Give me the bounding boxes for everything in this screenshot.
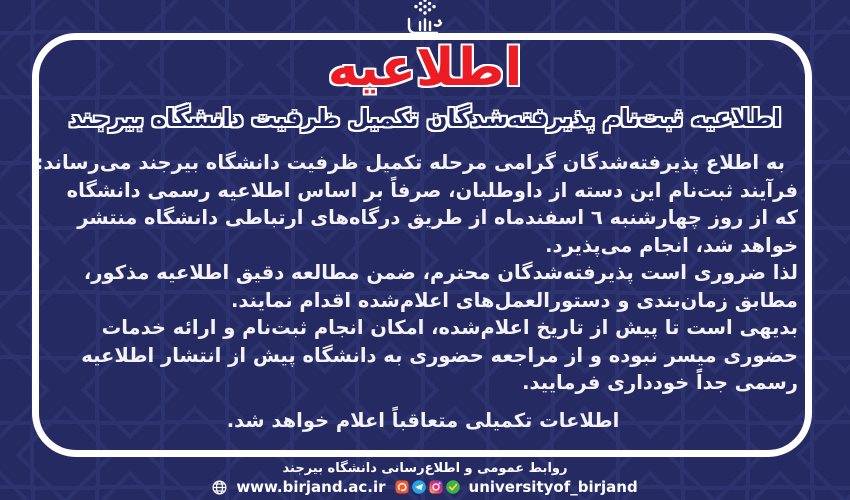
bale-icon: [446, 480, 460, 494]
body-line: خواهد شد، انجام می‌پذیرد.: [545, 233, 798, 257]
website-url: www.birjand.ac.ir: [236, 478, 386, 496]
body-line: به اطلاع پذیرفته‌شدگان گرامی مرحله تکمیل ظرفیت دانشگاه بیرجند می‌رساند:: [35, 151, 785, 174]
body-line: لذا ضروری است پذیرفته‌شدگان محترم، ضمن مطالعه دقیق اطلاعیه مذکور،: [83, 261, 798, 284]
body-line: رسمی جداً خودداری فرمایید.: [522, 371, 798, 394]
eitaa-icon: [395, 480, 409, 494]
body-line: مطابق زمان‌بندی و دستورالعمل‌های اعلام‌شده اقدام نمایند.: [230, 288, 798, 312]
footer-links-row: [0, 478, 850, 496]
university-logo: [401, 0, 449, 36]
announcement-subtitle: اطلاعیه ثبت‌نام پذیرفته‌شدگان تکمیل ظرفیت دانشگاه بیرجند: [68, 104, 782, 132]
social-handle: universityof_birjand: [468, 478, 638, 496]
publisher-credit: روابط عمومی و اطلاع‌رسانی دانشگاه بیرجند: [282, 461, 568, 476]
globe-icon: [212, 480, 227, 495]
instagram-icon: [429, 480, 443, 494]
closing-note: اطلاعات تکمیلی متعاقباً اعلام خواهد شد.: [226, 408, 620, 432]
announcement-body: [35, 149, 798, 435]
social-icons: [395, 480, 460, 494]
telegram-icon: [412, 480, 426, 494]
body-line: فرآیند ثبت‌نام این دسته از داوطلبان، صرفاً بر اساس اطلاعیه رسمی دانشگاه: [66, 178, 798, 202]
body-line: که از روز چهارشنبه ٦ اسفندماه از طریق درگاه‌های ارتباطی دانشگاه منتشر: [77, 206, 798, 229]
university-of-birjand-emblem-icon: [401, 0, 449, 36]
page-title: اطلاعیه: [327, 38, 523, 98]
body-line: بدیهی است تا پیش از تاریخ اعلام‌شده، امکان انجام ثبت‌نام و ارائه خدمات: [101, 316, 798, 339]
body-line: حضوری میسر نبوده و از مراجعه حضوری به دانشگاه پیش از انتشار اطلاعیه: [81, 343, 798, 367]
